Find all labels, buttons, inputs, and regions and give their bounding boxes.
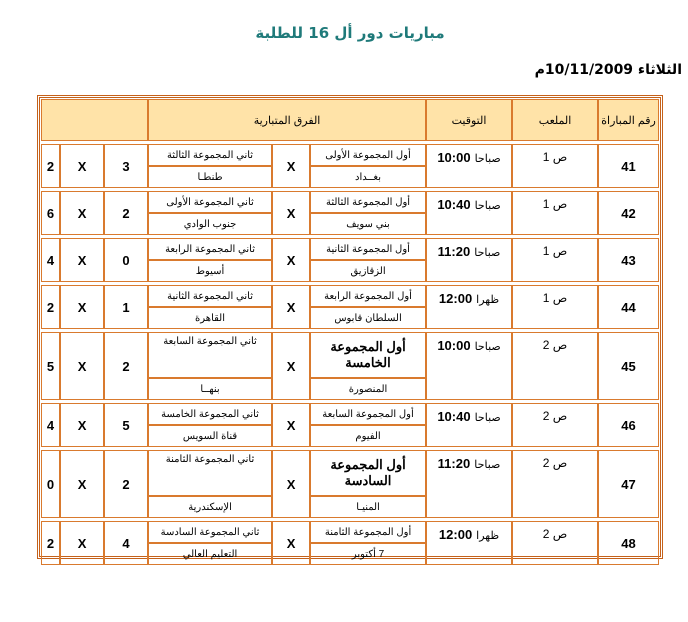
score-team1: 2 xyxy=(41,521,60,565)
score-separator: X xyxy=(60,450,104,518)
vs-mark: X xyxy=(272,285,310,329)
header-row xyxy=(41,99,659,141)
score-separator: X xyxy=(60,191,104,235)
match-time-cell xyxy=(426,450,512,518)
score-team2: 4 xyxy=(104,521,148,565)
match-time-prefix: صباحا xyxy=(474,247,501,259)
match-time: 10:40 xyxy=(437,409,471,424)
match-time-cell xyxy=(426,403,512,447)
score-separator: X xyxy=(60,521,104,565)
match-date: الثلاثاء 10/11/2009م xyxy=(534,62,682,78)
table-row xyxy=(41,403,659,425)
match-field: ص 2 xyxy=(512,521,598,565)
match-number: 46 xyxy=(598,403,659,447)
team1-name: المنيـا xyxy=(310,496,426,518)
team2-name: الإسكندرية xyxy=(148,496,272,518)
match-time-cell xyxy=(426,238,512,282)
match-time: 10:00 xyxy=(437,150,471,165)
match-time-prefix: صباحا xyxy=(474,200,501,212)
score-separator: X xyxy=(60,285,104,329)
match-time-prefix: صباحا xyxy=(474,153,501,165)
header-teams: الفرق المتبارية xyxy=(148,99,426,141)
team1-group: أول المجموعة الأولى xyxy=(310,144,426,166)
match-field: ص 2 xyxy=(512,332,598,400)
score-team1: 5 xyxy=(41,332,60,400)
vs-mark: X xyxy=(272,238,310,282)
table-row xyxy=(41,191,659,213)
team1-name: 7 أكتوبر xyxy=(310,543,426,565)
match-field: ص 2 xyxy=(512,403,598,447)
table-row xyxy=(41,450,659,496)
header-score xyxy=(41,99,148,141)
match-time-cell xyxy=(426,332,512,400)
score-separator: X xyxy=(60,144,104,188)
team2-name: قناة السويس xyxy=(148,425,272,447)
team2-group: ثاني المجموعة السادسة xyxy=(148,521,272,543)
match-field: ص 1 xyxy=(512,144,598,188)
table-row xyxy=(41,332,659,378)
match-field: ص 1 xyxy=(512,285,598,329)
score-team2: 0 xyxy=(104,238,148,282)
match-time: 12:00 xyxy=(438,291,473,306)
team2-group: ثاني المجموعة الخامسة xyxy=(148,403,272,425)
match-number: 42 xyxy=(598,191,659,235)
score-team1: 0 xyxy=(41,450,60,518)
score-team2: 3 xyxy=(104,144,148,188)
match-time: 11:20 xyxy=(437,456,471,471)
match-time-cell xyxy=(426,144,512,188)
match-time-prefix: صباحا xyxy=(474,341,501,353)
match-time-prefix: صباحا xyxy=(474,459,501,471)
team1-group: أول المجموعة الرابعة xyxy=(310,285,426,307)
header-match-no: رقم المباراة xyxy=(598,99,659,141)
matches-table xyxy=(41,99,659,568)
score-team2: 5 xyxy=(104,403,148,447)
match-time: 10:00 xyxy=(437,338,471,353)
score-team2: 1 xyxy=(104,285,148,329)
vs-mark: X xyxy=(272,191,310,235)
team1-name: المنصورة xyxy=(310,378,426,400)
team1-group: أول المجموعة السابعة xyxy=(310,403,426,425)
team2-name: بنهــا xyxy=(148,378,272,400)
table-row xyxy=(41,521,659,543)
team1-name: السلطان قابوس xyxy=(310,307,426,329)
vs-mark: X xyxy=(272,332,310,400)
team1-name: بغــداد xyxy=(310,166,426,188)
team2-name: طنطـا xyxy=(148,166,272,188)
match-time-cell xyxy=(426,285,512,329)
team2-group: ثاني المجموعة السابعة xyxy=(148,332,272,378)
header-time: التوقيت xyxy=(426,99,512,141)
score-separator: X xyxy=(60,332,104,400)
team2-group: ثاني المجموعة الثالثة xyxy=(148,144,272,166)
score-team1: 4 xyxy=(41,238,60,282)
team2-group: ثاني المجموعة الرابعة xyxy=(148,238,272,260)
team2-group: ثاني المجموعة الثانية xyxy=(148,285,272,307)
match-number: 47 xyxy=(598,450,659,518)
match-time-prefix: ظهرا xyxy=(476,530,500,542)
team1-name: الفيوم xyxy=(310,425,426,447)
match-time: 12:00 xyxy=(438,527,473,542)
team1-name: الزقازيق xyxy=(310,260,426,282)
table-row xyxy=(41,238,659,260)
score-team1: 6 xyxy=(41,191,60,235)
score-separator: X xyxy=(60,238,104,282)
team2-group: ثاني المجموعة الأولى xyxy=(148,191,272,213)
score-team1: 4 xyxy=(41,403,60,447)
team1-group: أول المجموعة الثالثة xyxy=(310,191,426,213)
row-gap xyxy=(41,565,659,568)
match-number: 41 xyxy=(598,144,659,188)
score-team1: 2 xyxy=(41,285,60,329)
team2-name: القاهرة xyxy=(148,307,272,329)
team2-name: التعليم العالي xyxy=(148,543,272,565)
match-number: 45 xyxy=(598,332,659,400)
table-row xyxy=(41,144,659,166)
score-team2: 2 xyxy=(104,450,148,518)
team1-group: أول المجموعة الثامنة xyxy=(310,521,426,543)
match-time-cell xyxy=(426,521,512,565)
team2-name: جنوب الوادي xyxy=(148,213,272,235)
match-field: ص 1 xyxy=(512,238,598,282)
team2-group: ثاني المجموعة الثامنة xyxy=(148,450,272,496)
score-team2: 2 xyxy=(104,191,148,235)
match-field: ص 2 xyxy=(512,450,598,518)
vs-mark: X xyxy=(272,403,310,447)
match-number: 44 xyxy=(598,285,659,329)
vs-mark: X xyxy=(272,450,310,518)
match-time-prefix: ظهرا xyxy=(476,294,500,306)
match-time: 10:40 xyxy=(437,197,471,212)
team1-group: أول المجموعة السادسة xyxy=(310,450,426,496)
match-time-prefix: صباحا xyxy=(474,412,501,424)
vs-mark: X xyxy=(272,144,310,188)
table-row xyxy=(41,285,659,307)
team1-group: أول المجموعة الثانية xyxy=(310,238,426,260)
team2-name: أسيوط xyxy=(148,260,272,282)
match-field: ص 1 xyxy=(512,191,598,235)
page-title: مباريات دور أل 16 للطلبة xyxy=(255,24,445,42)
vs-mark: X xyxy=(272,521,310,565)
header-field: الملعب xyxy=(512,99,598,141)
team1-group: أول المجموعة الخامسة xyxy=(310,332,426,378)
score-team2: 2 xyxy=(104,332,148,400)
match-number: 43 xyxy=(598,238,659,282)
score-separator: X xyxy=(60,403,104,447)
score-team1: 2 xyxy=(41,144,60,188)
match-time: 11:20 xyxy=(437,244,471,259)
match-number: 48 xyxy=(598,521,659,565)
match-time-cell xyxy=(426,191,512,235)
team1-name: بني سويف xyxy=(310,213,426,235)
